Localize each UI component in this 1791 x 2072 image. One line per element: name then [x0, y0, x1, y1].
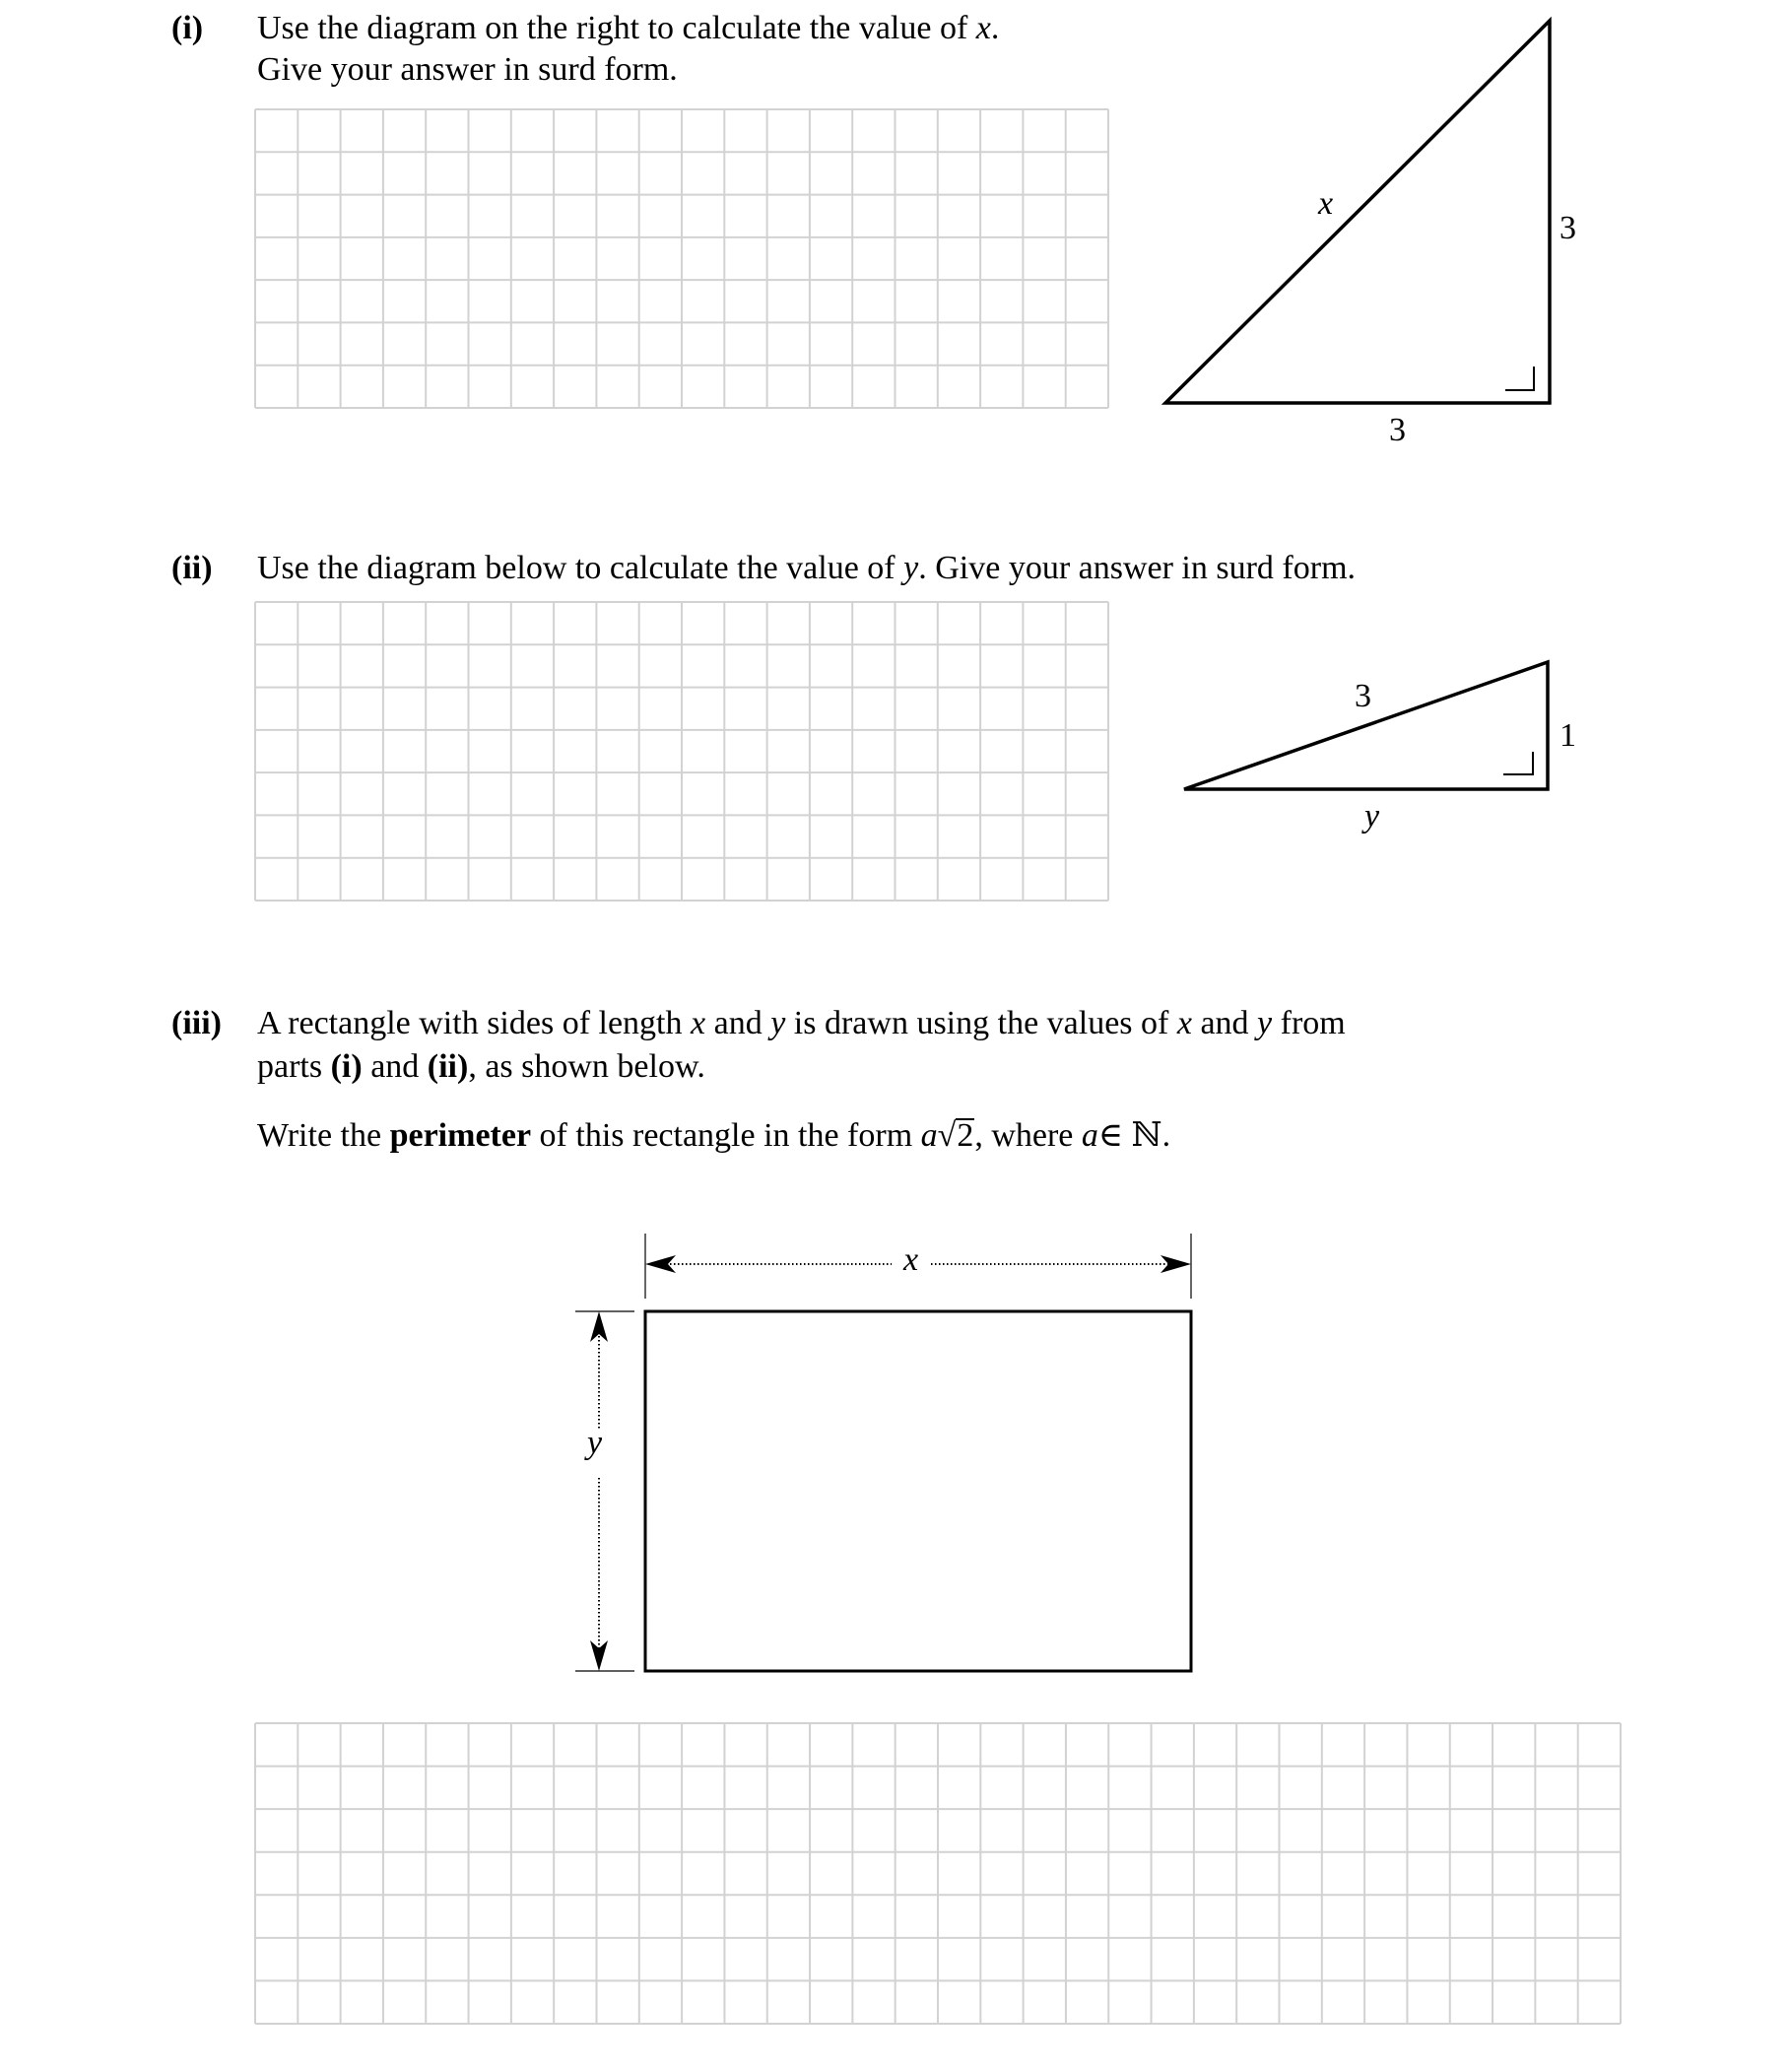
text: A rectangle with sides of length [257, 1005, 692, 1041]
arrow-left [645, 1255, 676, 1273]
triangle-2-base-label: y [1364, 798, 1380, 835]
triangle-1-vertical-label: 3 [1559, 210, 1576, 246]
ref-part-ii: (ii) [427, 1048, 469, 1085]
arrow-up [590, 1311, 608, 1342]
part-i-label: (i) [171, 10, 204, 46]
part-ii-question [257, 548, 1356, 589]
text: is drawn using the values of [785, 1005, 1177, 1041]
part-iii-label: (iii) [171, 1005, 222, 1041]
var-y: y [1257, 1005, 1273, 1041]
right-angle-marker-2 [1503, 752, 1533, 774]
var-a: a [920, 1117, 938, 1154]
period: . [990, 10, 1000, 46]
triangle-2-vertical-label: 1 [1559, 717, 1576, 754]
rectangle-height-label: y [587, 1425, 603, 1461]
part-iii-answer-grid[interactable] [254, 1722, 1622, 2025]
rectangle-shape [645, 1311, 1191, 1671]
var-x: x [975, 10, 991, 46]
arrow-down [590, 1640, 608, 1671]
sqrt-expression: √2 [937, 1117, 974, 1154]
text: and [1191, 1005, 1258, 1041]
var-a: a [1081, 1117, 1098, 1154]
var-y: y [770, 1005, 786, 1041]
triangle-1-base-label: 3 [1389, 412, 1406, 448]
text: from [1272, 1005, 1346, 1041]
part-ii-label: (ii) [171, 550, 213, 586]
text: of this rectangle in the form [531, 1117, 921, 1154]
triangle-1-hypotenuse-label: x [1318, 185, 1334, 222]
part-ii-answer-grid[interactable] [254, 601, 1109, 902]
arrow-right [1161, 1255, 1191, 1273]
perimeter-keyword: perimeter [389, 1117, 532, 1154]
var-y: y [903, 550, 919, 586]
text: Write the [257, 1117, 390, 1154]
text: , as shown below. [468, 1048, 705, 1085]
right-angle-marker-1 [1505, 367, 1534, 390]
rectangle-width-label: x [903, 1241, 919, 1278]
part-i-question-line2: Give your answer in surd form. [257, 51, 678, 88]
text: and [705, 1005, 771, 1041]
part-ii-text: Use the diagram below to calculate the value of [257, 550, 904, 586]
triangle-1 [1165, 21, 1550, 403]
part-ii-text-end: . Give your answer in surd form. [918, 550, 1357, 586]
part-iii-line3 [257, 1115, 1170, 1157]
radicand: 2 [957, 1117, 974, 1154]
var-x: x [691, 1005, 706, 1041]
part-iii-line2 [257, 1046, 705, 1088]
ref-part-i: (i) [330, 1048, 363, 1085]
part-iii-line1 [257, 1003, 1346, 1044]
element-of-naturals: ∈ ℕ. [1097, 1117, 1171, 1154]
triangle-2-hypotenuse-label: 3 [1355, 678, 1371, 714]
text: and [362, 1048, 428, 1085]
text: parts [257, 1048, 331, 1085]
text: , where [974, 1117, 1082, 1154]
part-i-answer-grid[interactable] [254, 108, 1109, 409]
part-i-question-line1 [257, 8, 999, 49]
part-i-text: Use the diagram on the right to calculate the value of [257, 10, 976, 46]
var-x: x [1176, 1005, 1192, 1041]
